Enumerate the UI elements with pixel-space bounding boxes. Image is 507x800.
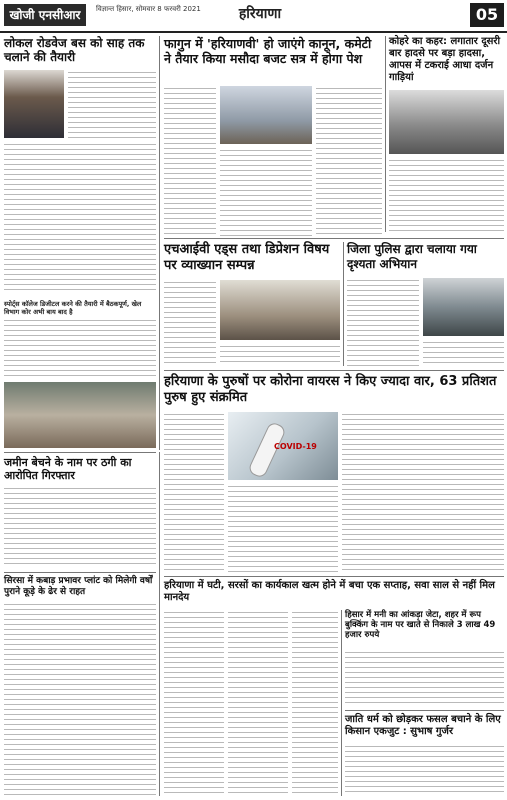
right-rule [345, 710, 504, 711]
police-body-2 [423, 340, 504, 366]
official-photo [4, 70, 64, 138]
section-rule-3 [164, 576, 504, 577]
edition-meta: विज्ञान्त हिसार, सोमवार 8 फरवरी 2021 [96, 5, 201, 13]
left-rule [4, 452, 156, 453]
column-rule [159, 36, 160, 450]
covid-body-2 [228, 484, 338, 572]
lockdown-headline: लोकल रोडवेज बस को साह तक चलाने की तैयारी [4, 36, 145, 64]
column-rule-3 [343, 242, 344, 366]
sirsa-body [4, 602, 156, 796]
sirsa-headline: सिरसा में कबाड़ प्रभावर प्लांट को मिलेगी वर्षों पुराने कूड़े के ढेर से राहत [4, 576, 153, 597]
police-photo [423, 278, 504, 336]
covid-test-image [228, 412, 338, 480]
haryanvi-headline: फागुन में 'हरियाणवी' हो जाएंगे कानून, कमेटी ने तैयार किया मसौदा बजट सत्र में होगा पेश [164, 36, 372, 66]
police-headline: जिला पुलिस द्वारा चलाया गया दृश्यता अभियान [347, 242, 477, 271]
fog-accident-headline: कोहरे का कहर: लगातार दूसरी बार हादसे पर बड़ा हादसा, आपस में टकराई आधा दर्जन गाड़ियां [389, 36, 501, 83]
haryanvi-body-col2 [220, 148, 312, 236]
hisar-headline: हिसार में मनी का आंकड़ा जेटा, शहर में रूप बुक्किंग के नाम पर खाते से निकाले 3 लाख 49 हजार रुपये [345, 610, 496, 640]
column-rule-2 [385, 36, 386, 232]
farmers-body-col3 [292, 610, 338, 796]
hiv-headline: एचआईवी एड्स तथा डिप्रेशन विषय पर व्याख्यान सम्पन्न [164, 242, 330, 273]
covid-body-3 [342, 412, 504, 572]
sports-body [4, 318, 156, 378]
lockdown-body-2 [4, 142, 156, 290]
farmers-headline: हरियाणा में घटी, सरसों का कार्यकाल खत्म होने में बचा एक सप्ताह, सवा साल से नहीं मिल मानदेय [164, 580, 495, 603]
jat-headline: जाति धर्म को छोड़कर फसल बचाने के लिए किसान एकजुट : सुभाष गुर्जर [345, 714, 501, 737]
covid-label: COVID-19 [274, 442, 317, 451]
farmers-body-col2 [228, 610, 288, 796]
accident-photo [389, 90, 504, 154]
masthead [0, 0, 507, 33]
page-number: 05 [470, 3, 504, 27]
haryanvi-body-col1 [164, 86, 216, 236]
column-rule-5 [341, 610, 342, 796]
lockdown-body [68, 70, 156, 138]
assembly-photo [220, 86, 312, 144]
left-rule-2 [4, 572, 156, 573]
fog-accident-body [389, 158, 504, 232]
section-rule-2 [164, 370, 504, 371]
farmers-body-col1 [164, 610, 224, 796]
column-rule-4 [159, 452, 160, 796]
newspaper-logo: खोजी एनसीआर [4, 4, 86, 26]
haryanvi-body-col3 [316, 86, 382, 236]
sports-subhead: स्पोर्ट्स कॉलेज डिजीटल करने की तैयारी में बैठकपूर्ण, खेल विभाग कोर अभी बाय बाद है [4, 300, 142, 316]
covid-body [164, 412, 224, 572]
section-title: हरियाणा [238, 6, 282, 22]
section-rule [164, 238, 504, 239]
jat-body [345, 744, 504, 796]
covid-headline: हरियाणा के पुरुषों पर कोरोना वायरस ने किए ज्यादा वार, 63 प्रतिशत पुरुष हुए संक्रमित [164, 374, 497, 405]
hiv-body-2 [220, 344, 340, 366]
meeting-photo [4, 382, 156, 448]
police-body [347, 278, 419, 366]
land-fraud-headline: जमीन बेचने के नाम पर ठगी का आरोपित गिरफ्तार [4, 456, 132, 482]
hiv-body [164, 280, 216, 366]
land-fraud-body [4, 486, 156, 568]
lecture-photo [220, 280, 340, 340]
hisar-body [345, 650, 504, 706]
